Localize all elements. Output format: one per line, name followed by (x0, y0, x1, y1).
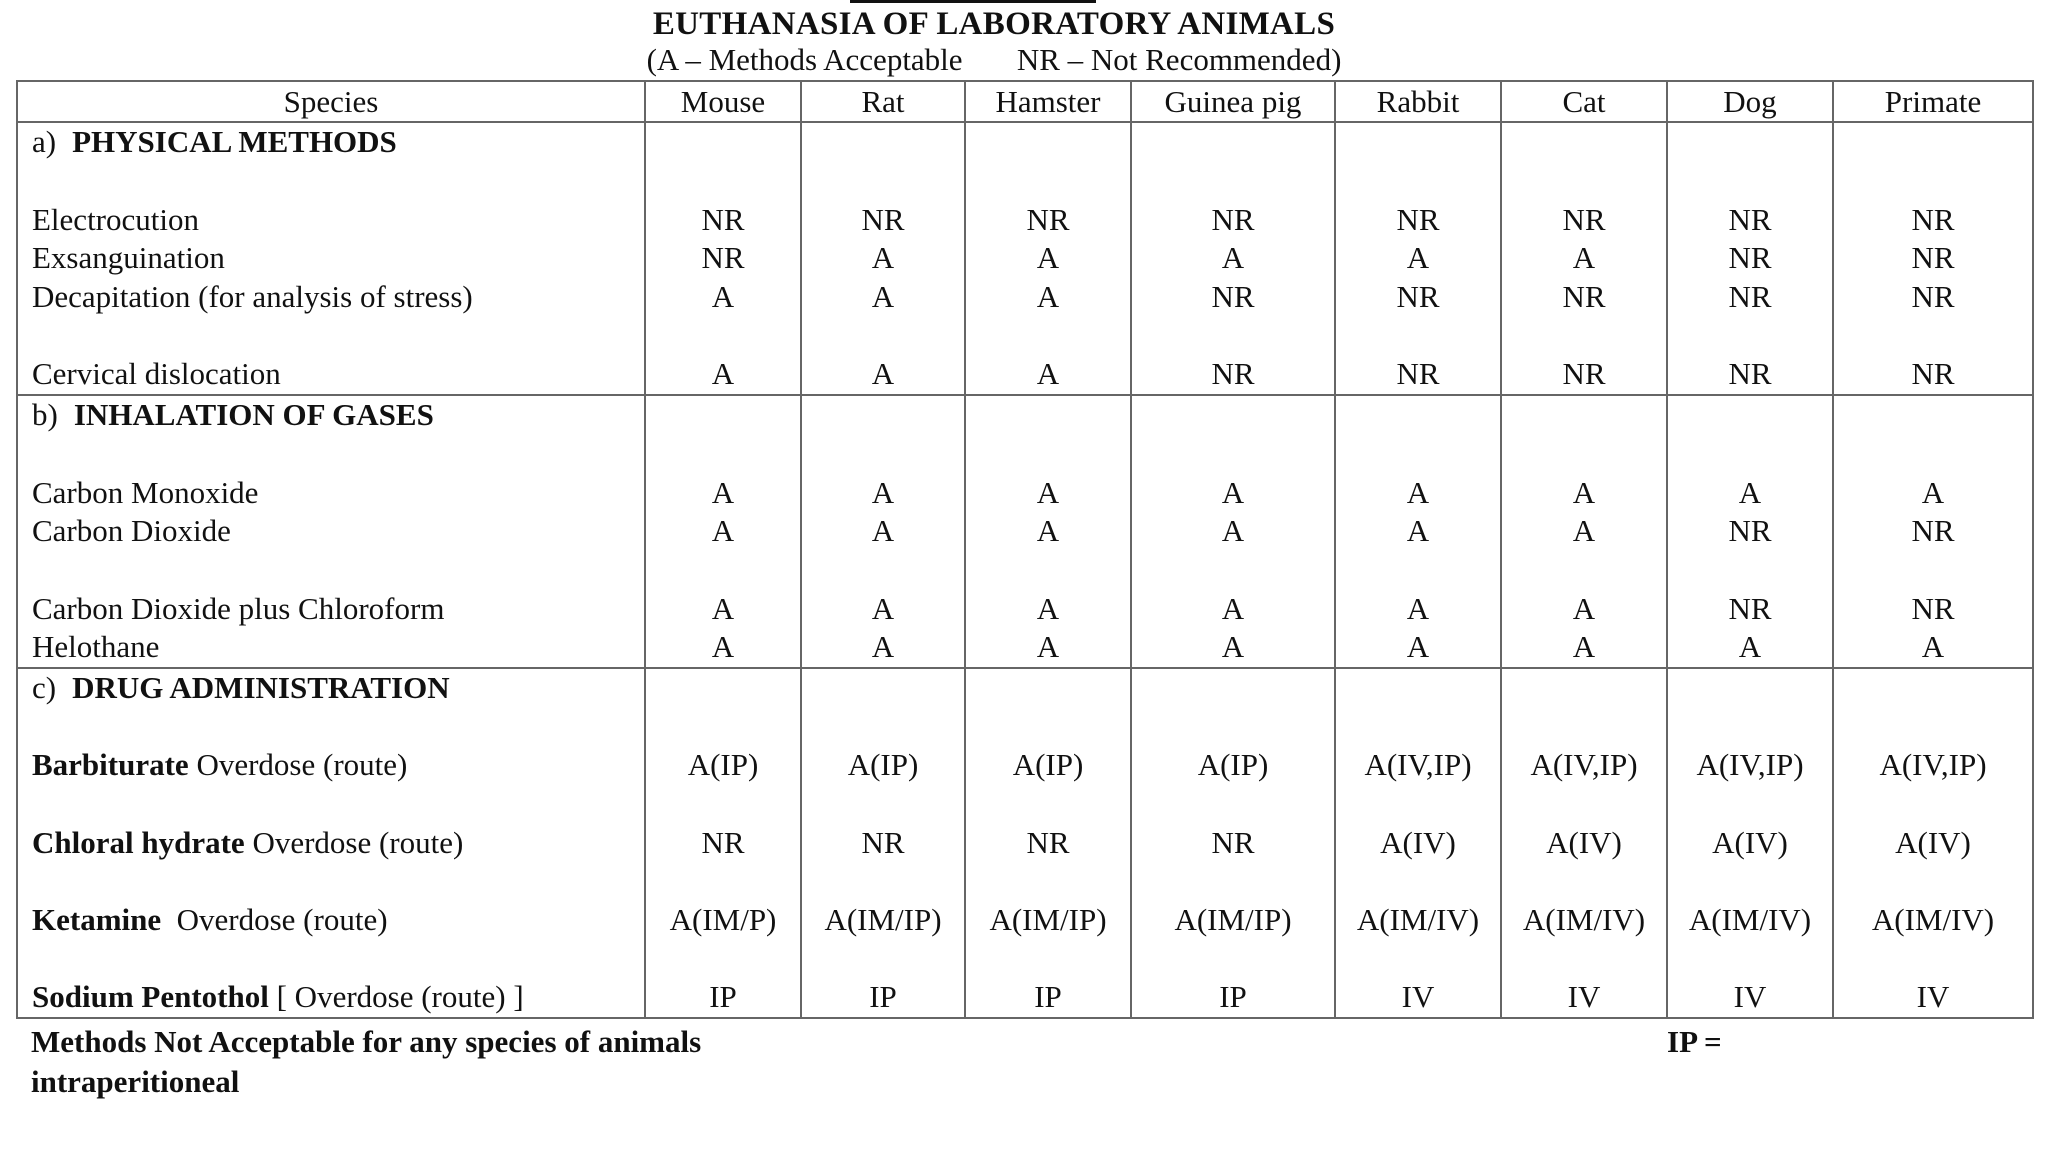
value-cell: NR (1667, 239, 1833, 278)
section-prefix: a) (32, 124, 57, 160)
value-cell (801, 785, 965, 824)
value-cell: NR (1501, 355, 1667, 395)
value-cell (1833, 707, 2033, 746)
legend-not-recommended: NR – Not Recommended) (1016, 42, 1342, 77)
table-row (17, 278, 2033, 317)
value-cell: NR (1667, 278, 1833, 317)
section-heading (17, 122, 645, 162)
value-cell: A (1667, 628, 1833, 668)
value-cell: NR (1833, 589, 2033, 628)
not-acceptable-note: Methods Not Acceptable for any species of animals (31, 1024, 702, 1059)
column-header: Hamster (965, 81, 1131, 122)
value-cell (801, 435, 965, 474)
table-row (17, 551, 2033, 590)
empty-cell (1501, 395, 1667, 435)
value-cell (965, 939, 1131, 978)
value-cell: NR (1501, 200, 1667, 239)
value-cell: A (801, 473, 965, 512)
empty-cell (1833, 122, 2033, 162)
value-cell (1501, 707, 1667, 746)
value-cell (801, 316, 965, 355)
table-row (17, 239, 2033, 278)
value-cell: A (1501, 239, 1667, 278)
table-row (17, 355, 2033, 395)
value-cell: A(IP) (645, 746, 801, 785)
method-label (17, 707, 645, 746)
value-cell (645, 785, 801, 824)
column-header: Mouse (645, 81, 801, 122)
value-cell: A (801, 512, 965, 551)
value-cell: A (1131, 473, 1335, 512)
value-cell: NR (1833, 512, 2033, 551)
value-cell (801, 939, 965, 978)
value-cell: NR (1501, 278, 1667, 317)
title-overline (850, 0, 1096, 3)
value-cell: IP (1131, 978, 1335, 1018)
value-cell: A (801, 628, 965, 668)
method-label: Carbon Monoxide (17, 473, 645, 512)
value-cell: A(IM/IP) (1131, 901, 1335, 940)
value-cell: A (965, 355, 1131, 395)
value-cell: NR (965, 200, 1131, 239)
value-cell: NR (645, 823, 801, 862)
value-cell: NR (1335, 278, 1501, 317)
value-cell (1131, 162, 1335, 201)
drug-route-text: Overdose (route) (188, 747, 408, 783)
legend-acceptable: (A – Methods Acceptable (646, 42, 963, 77)
value-cell: A (645, 473, 801, 512)
value-cell: A(IV,IP) (1501, 746, 1667, 785)
value-cell: A (1131, 589, 1335, 628)
value-cell: A (1833, 628, 2033, 668)
drug-name: Ketamine (32, 902, 162, 938)
value-cell: IV (1501, 978, 1667, 1018)
table-body (17, 122, 2033, 1018)
value-cell (1501, 551, 1667, 590)
value-cell: A(IV,IP) (1335, 746, 1501, 785)
value-cell (1501, 162, 1667, 201)
value-cell: A (965, 473, 1131, 512)
value-cell (965, 435, 1131, 474)
method-label (17, 823, 645, 862)
empty-cell (1335, 122, 1501, 162)
value-cell: A (1833, 473, 2033, 512)
value-cell (1131, 551, 1335, 590)
value-cell (965, 162, 1131, 201)
value-cell: A (1131, 628, 1335, 668)
table-row (17, 512, 2033, 551)
empty-cell (965, 122, 1131, 162)
value-cell: A (801, 278, 965, 317)
empty-cell (1131, 395, 1335, 435)
empty-cell (1501, 668, 1667, 708)
value-cell (1667, 939, 1833, 978)
value-cell: NR (1667, 200, 1833, 239)
column-header: Cat (1501, 81, 1667, 122)
method-label (17, 316, 645, 355)
value-cell (645, 316, 801, 355)
section-row (17, 668, 2033, 708)
value-cell: NR (645, 239, 801, 278)
method-label (17, 435, 645, 474)
value-cell: NR (1833, 355, 2033, 395)
method-label (17, 939, 645, 978)
empty-cell (965, 668, 1131, 708)
empty-cell (645, 122, 801, 162)
value-cell: A(IV) (1501, 823, 1667, 862)
drug-name: Chloral hydrate (32, 824, 245, 860)
value-cell: A (1501, 473, 1667, 512)
value-cell: NR (1667, 355, 1833, 395)
value-cell (1667, 162, 1833, 201)
table-row (17, 785, 2033, 824)
value-cell (1833, 862, 2033, 901)
method-label (17, 551, 645, 590)
value-cell (1335, 316, 1501, 355)
empty-cell (801, 395, 965, 435)
column-header: Rabbit (1335, 81, 1501, 122)
value-cell: IP (965, 978, 1131, 1018)
table-row (17, 901, 2033, 940)
value-cell: A (965, 278, 1131, 317)
value-cell (1501, 316, 1667, 355)
value-cell (645, 862, 801, 901)
value-cell: NR (1335, 200, 1501, 239)
value-cell: NR (1833, 278, 2033, 317)
value-cell (1833, 785, 2033, 824)
table-row (17, 823, 2033, 862)
value-cell (1667, 316, 1833, 355)
value-cell (645, 551, 801, 590)
ip-abbreviation-label: IP = (1667, 1024, 1722, 1059)
drug-route-text: Overdose (route) (244, 824, 464, 860)
value-cell: A (1335, 239, 1501, 278)
value-cell (1131, 862, 1335, 901)
value-cell: A(IM/P) (645, 901, 801, 940)
value-cell (1131, 785, 1335, 824)
value-cell (645, 435, 801, 474)
method-label: Carbon Dioxide plus Chloroform (17, 589, 645, 628)
value-cell: A (965, 239, 1131, 278)
value-cell: A (645, 628, 801, 668)
value-cell (965, 862, 1131, 901)
table-row (17, 162, 2033, 201)
value-cell (965, 707, 1131, 746)
value-cell: A (1501, 589, 1667, 628)
empty-cell (1667, 395, 1833, 435)
value-cell: A (801, 355, 965, 395)
value-cell (1501, 785, 1667, 824)
value-cell: NR (645, 200, 801, 239)
value-cell: A(IV) (1335, 823, 1501, 862)
section-title: PHYSICAL METHODS (72, 124, 397, 160)
value-cell: NR (801, 823, 965, 862)
value-cell: NR (965, 823, 1131, 862)
column-header: Dog (1667, 81, 1833, 122)
empty-cell (645, 395, 801, 435)
value-cell: A (1501, 512, 1667, 551)
value-cell (645, 162, 801, 201)
value-cell: IV (1335, 978, 1501, 1018)
table-row (17, 978, 2033, 1018)
value-cell (1131, 707, 1335, 746)
value-cell: A(IM/IV) (1667, 901, 1833, 940)
value-cell: IP (645, 978, 801, 1018)
value-cell: A (1131, 239, 1335, 278)
value-cell (1131, 316, 1335, 355)
value-cell (1335, 707, 1501, 746)
value-cell: A(IP) (801, 746, 965, 785)
value-cell (1667, 785, 1833, 824)
value-cell (1501, 862, 1667, 901)
empty-cell (1833, 395, 2033, 435)
value-cell (1131, 939, 1335, 978)
value-cell (1335, 785, 1501, 824)
value-cell: NR (1833, 239, 2033, 278)
method-label (17, 901, 645, 940)
method-label (17, 785, 645, 824)
value-cell (1833, 939, 2033, 978)
value-cell: A (1501, 628, 1667, 668)
value-cell: NR (1335, 355, 1501, 395)
value-cell (1667, 551, 1833, 590)
empty-cell (1501, 122, 1667, 162)
section-row (17, 122, 2033, 162)
method-label: Carbon Dioxide (17, 512, 645, 551)
value-cell: A(IV,IP) (1667, 746, 1833, 785)
drug-name: Sodium Pentothol (32, 979, 269, 1015)
value-cell: A(IV) (1667, 823, 1833, 862)
value-cell: IV (1667, 978, 1833, 1018)
value-cell (1833, 162, 2033, 201)
table-row (17, 939, 2033, 978)
value-cell: A (1335, 628, 1501, 668)
empty-cell (1131, 668, 1335, 708)
drug-name: Barbiturate (32, 747, 189, 783)
section-row (17, 395, 2033, 435)
section-title: INHALATION OF GASES (73, 397, 434, 433)
empty-cell (1667, 668, 1833, 708)
table-row (17, 746, 2033, 785)
value-cell (801, 707, 965, 746)
value-cell: NR (1131, 355, 1335, 395)
value-cell (1667, 862, 1833, 901)
method-label (17, 978, 645, 1018)
table-row (17, 435, 2033, 474)
value-cell: A (645, 512, 801, 551)
value-cell (645, 939, 801, 978)
value-cell: A (965, 589, 1131, 628)
legend-subtitle (0, 42, 1988, 78)
value-cell (1131, 435, 1335, 474)
method-label: Electrocution (17, 200, 645, 239)
empty-cell (1667, 122, 1833, 162)
table-row (17, 316, 2033, 355)
table-row (17, 200, 2033, 239)
section-prefix: c) (32, 669, 57, 705)
value-cell: A(IV,IP) (1833, 746, 2033, 785)
table-row (17, 473, 2033, 512)
column-header: Guinea pig (1131, 81, 1335, 122)
value-cell: A (1335, 512, 1501, 551)
table-row (17, 862, 2033, 901)
value-cell: A(IP) (965, 746, 1131, 785)
value-cell: NR (1131, 278, 1335, 317)
ip-abbreviation-meaning: intraperitioneal (31, 1064, 240, 1099)
section-prefix: b) (32, 397, 58, 433)
value-cell (965, 785, 1131, 824)
column-header: Primate (1833, 81, 2033, 122)
empty-cell (645, 668, 801, 708)
value-cell (801, 862, 965, 901)
value-cell: NR (1667, 512, 1833, 551)
column-header: Rat (801, 81, 965, 122)
value-cell: A(IP) (1131, 746, 1335, 785)
value-cell: A (965, 512, 1131, 551)
method-label (17, 746, 645, 785)
value-cell: A(IM/IP) (965, 901, 1131, 940)
value-cell: IP (801, 978, 965, 1018)
empty-cell (1335, 668, 1501, 708)
section-heading (17, 668, 645, 708)
value-cell (1501, 435, 1667, 474)
table-row (17, 628, 2033, 668)
value-cell (965, 551, 1131, 590)
value-cell: A (801, 239, 965, 278)
value-cell (1335, 862, 1501, 901)
empty-cell (1833, 668, 2033, 708)
header-row (17, 81, 2033, 122)
value-cell (1501, 939, 1667, 978)
value-cell: NR (1131, 823, 1335, 862)
value-cell (645, 707, 801, 746)
empty-cell (801, 122, 965, 162)
value-cell (1335, 435, 1501, 474)
value-cell: A(IM/IV) (1833, 901, 2033, 940)
drug-route-text: [ Overdose (route) ] (268, 979, 524, 1015)
value-cell: A(IV) (1833, 823, 2033, 862)
section-heading (17, 395, 645, 435)
method-label: Cervical dislocation (17, 355, 645, 395)
value-cell: A (1667, 473, 1833, 512)
value-cell (801, 551, 965, 590)
value-cell (1833, 551, 2033, 590)
value-cell: A (1335, 473, 1501, 512)
value-cell: A(IM/IV) (1335, 901, 1501, 940)
value-cell: A (801, 589, 965, 628)
value-cell: A (645, 278, 801, 317)
page-title: EUTHANASIA OF LABORATORY ANIMALS (652, 6, 1336, 42)
value-cell (1335, 939, 1501, 978)
value-cell (1335, 551, 1501, 590)
method-label: Exsanguination (17, 239, 645, 278)
value-cell: A (1131, 512, 1335, 551)
value-cell: NR (801, 200, 965, 239)
table-row (17, 589, 2033, 628)
value-cell (1833, 316, 2033, 355)
value-cell (1667, 435, 1833, 474)
empty-cell (801, 668, 965, 708)
value-cell: A (965, 628, 1131, 668)
value-cell (801, 162, 965, 201)
empty-cell (965, 395, 1131, 435)
value-cell: A (1335, 589, 1501, 628)
species-header: Species (17, 81, 645, 122)
empty-cell (1335, 395, 1501, 435)
value-cell (1667, 707, 1833, 746)
value-cell: A (645, 589, 801, 628)
method-label (17, 162, 645, 201)
value-cell: NR (1667, 589, 1833, 628)
value-cell (965, 316, 1131, 355)
value-cell: NR (1131, 200, 1335, 239)
drug-route-text: Overdose (route) (161, 902, 388, 938)
value-cell: IV (1833, 978, 2033, 1018)
method-label: Helothane (17, 628, 645, 668)
empty-cell (1131, 122, 1335, 162)
method-label: Decapitation (for analysis of stress) (17, 278, 645, 317)
euthanasia-table (16, 80, 2034, 1019)
value-cell (1335, 162, 1501, 201)
value-cell: NR (1833, 200, 2033, 239)
value-cell: A(IM/IV) (1501, 901, 1667, 940)
method-label (17, 862, 645, 901)
value-cell: A(IM/IP) (801, 901, 965, 940)
section-title: DRUG ADMINISTRATION (72, 669, 450, 705)
value-cell (1833, 435, 2033, 474)
table-row (17, 707, 2033, 746)
value-cell: A (645, 355, 801, 395)
